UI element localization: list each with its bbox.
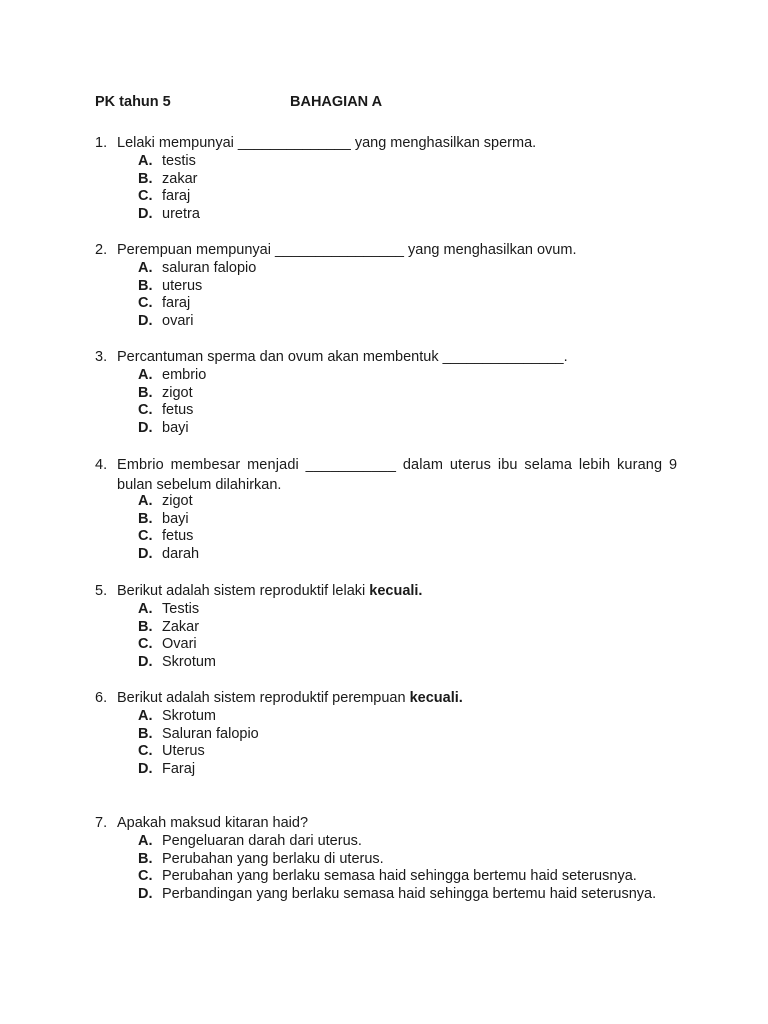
option-label: C. — [138, 295, 153, 312]
option-list — [138, 708, 685, 779]
option-a — [138, 833, 685, 851]
option-a — [138, 601, 685, 619]
option-c — [138, 636, 685, 654]
option-label: B. — [138, 170, 153, 187]
option-text: Pengeluaran darah dari uterus. — [162, 833, 362, 849]
option-label: C. — [138, 188, 153, 205]
option-label: C. — [138, 868, 153, 885]
option-list — [138, 833, 685, 904]
option-text: testis — [162, 153, 196, 169]
option-d — [138, 206, 685, 224]
option-c — [138, 868, 685, 886]
question-6 — [95, 688, 685, 779]
option-list — [138, 153, 685, 224]
option-label: A. — [138, 260, 153, 276]
option-label: B. — [138, 618, 153, 635]
option-label: B. — [138, 384, 153, 401]
option-text: fetus — [162, 528, 194, 545]
question-text: Apakah maksud kitaran haid? — [117, 815, 309, 831]
option-text: embrio — [162, 367, 207, 383]
option-b — [138, 171, 685, 189]
question-number: 4. — [95, 457, 108, 473]
option-label: A. — [138, 153, 153, 169]
option-text: ovari — [162, 313, 194, 330]
option-list — [138, 601, 685, 672]
option-b — [138, 511, 685, 529]
question-text: Lelaki mempunyai ______________ yang menghasilkan sperma. — [117, 135, 537, 151]
option-label: B. — [138, 725, 153, 742]
option-text: zigot — [162, 493, 193, 509]
option-d — [138, 546, 685, 564]
question-2 — [95, 240, 685, 331]
option-text: Perubahan yang berlaku di uterus. — [162, 850, 384, 867]
question-text — [117, 688, 463, 708]
question-text: Percantuman sperma dan ovum akan membentuk _______________. — [117, 349, 568, 365]
option-label: A. — [138, 367, 153, 383]
option-d — [138, 654, 685, 672]
option-a — [138, 493, 685, 511]
question-7 — [95, 813, 685, 904]
option-text: zakar — [162, 170, 198, 187]
question-keyword: kecuali. — [369, 583, 423, 599]
option-c — [138, 743, 685, 761]
question-number: 7. — [95, 815, 108, 831]
option-label: B. — [138, 277, 153, 294]
option-text: Saluran falopio — [162, 725, 259, 742]
option-a — [138, 367, 685, 385]
option-a — [138, 708, 685, 726]
option-label: A. — [138, 833, 153, 849]
option-label: A. — [138, 601, 153, 617]
option-label: C. — [138, 743, 153, 760]
option-text: darah — [162, 546, 200, 563]
option-text: fetus — [162, 402, 194, 419]
option-text: Uterus — [162, 743, 205, 760]
question-number: 2. — [95, 242, 108, 258]
option-text: Skrotum — [162, 654, 216, 671]
option-list — [138, 260, 685, 331]
option-text: uterus — [162, 277, 203, 294]
option-d — [138, 761, 685, 779]
option-b — [138, 619, 685, 637]
option-label: D. — [138, 420, 153, 437]
option-c — [138, 528, 685, 546]
option-text: zigot — [162, 384, 193, 401]
question-5 — [95, 581, 685, 672]
option-c — [138, 188, 685, 206]
question-4 — [95, 455, 685, 564]
option-text: uretra — [162, 206, 200, 223]
question-stem: Berikut adalah sistem reproduktif perempuan — [117, 690, 406, 706]
question-text: Perempuan mempunyai ________________ yang menghasilkan ovum. — [117, 242, 577, 258]
question-1 — [95, 133, 685, 224]
question-stem: Berikut adalah sistem reproduktif lelaki — [117, 583, 366, 599]
option-d — [138, 420, 685, 438]
question-3 — [95, 347, 685, 438]
option-label: D. — [138, 313, 153, 330]
option-text: Testis — [162, 601, 200, 617]
option-text: faraj — [162, 188, 191, 205]
option-a — [138, 260, 685, 278]
option-text: Perubahan yang berlaku semasa haid sehingga bertemu haid seterusnya. — [162, 868, 637, 885]
option-label: B. — [138, 510, 153, 527]
option-a — [138, 153, 685, 171]
option-text: Skrotum — [162, 708, 216, 724]
option-b — [138, 851, 685, 869]
subject-label: PK tahun 5 — [95, 94, 171, 110]
option-text: Perbandingan yang berlaku semasa haid sehingga bertemu haid seterusnya. — [162, 886, 657, 903]
option-d — [138, 313, 685, 331]
option-label: C. — [138, 528, 153, 545]
option-text: saluran falopio — [162, 260, 257, 276]
option-text: faraj — [162, 295, 191, 312]
option-d — [138, 886, 685, 904]
option-c — [138, 402, 685, 420]
question-text — [117, 581, 422, 601]
option-label: D. — [138, 654, 153, 671]
question-number: 5. — [95, 583, 108, 599]
option-text: bayi — [162, 510, 189, 527]
option-b — [138, 278, 685, 296]
option-label: D. — [138, 886, 153, 903]
option-text: bayi — [162, 420, 189, 437]
question-keyword: kecuali. — [409, 690, 463, 706]
question-text-continued: bulan sebelum dilahirkan. — [117, 477, 282, 493]
worksheet-header — [95, 94, 695, 114]
question-number: 1. — [95, 135, 108, 151]
option-text: Ovari — [162, 636, 197, 653]
option-label: C. — [138, 402, 153, 419]
question-text: Embrio membesar menjadi ___________ dalam uterus ibu selama lebih kurang 9 — [117, 457, 678, 473]
option-list — [138, 493, 685, 564]
option-label: D. — [138, 546, 153, 563]
option-label: C. — [138, 636, 153, 653]
option-text: Faraj — [162, 761, 196, 778]
option-b — [138, 726, 685, 744]
option-list — [138, 367, 685, 438]
question-number: 3. — [95, 349, 108, 365]
option-text: Zakar — [162, 618, 200, 635]
question-number: 6. — [95, 690, 108, 706]
option-label: B. — [138, 850, 153, 867]
option-label: A. — [138, 493, 153, 509]
option-b — [138, 385, 685, 403]
option-label: A. — [138, 708, 153, 724]
option-c — [138, 295, 685, 313]
option-label: D. — [138, 206, 153, 223]
section-title: BAHAGIAN A — [290, 94, 383, 110]
option-label: D. — [138, 761, 153, 778]
